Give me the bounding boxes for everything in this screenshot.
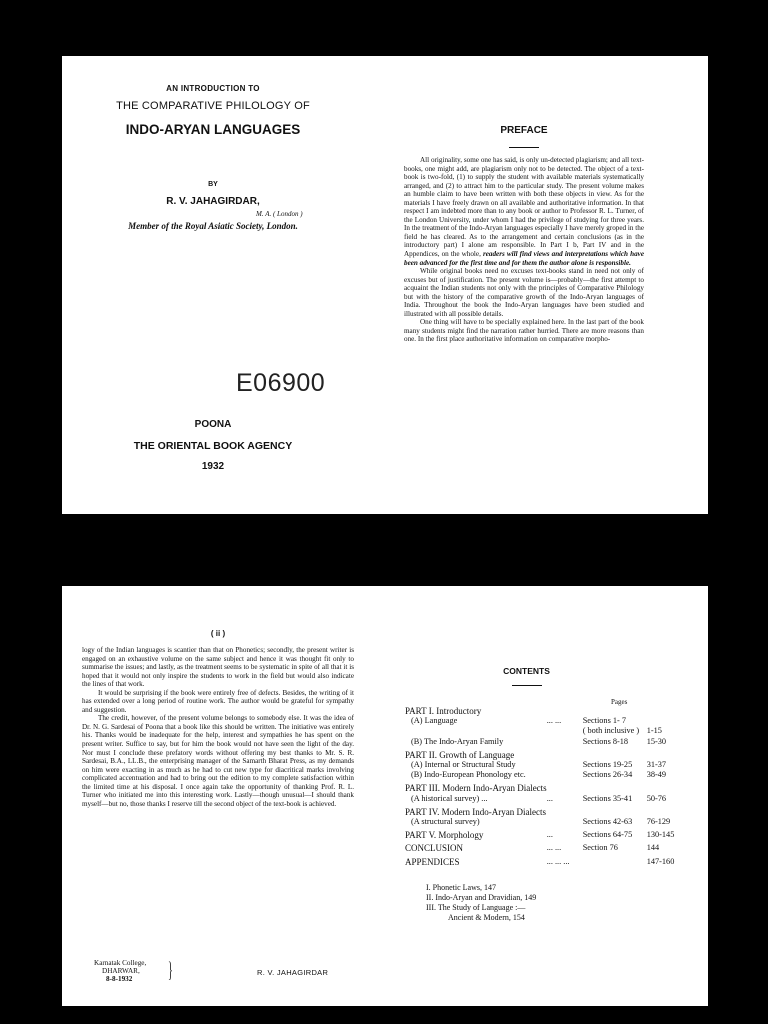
page-ii-paragraph-1: logy of the Indian languages is scantier than that on Phonetics; secondly, the present writer is engaged on an exhaustive volume on the same subject and hence it was thought fit only to summarise the issues; and lastly, as the treatment seems to be systematic in spite of all that it is hoped that it would not only inspire the students to work in the field but would also indicate the lines of that work.	[82, 646, 354, 689]
sign-date: 8-8-1932	[106, 975, 133, 984]
preface-rule	[509, 147, 539, 148]
contents-row	[405, 780, 685, 793]
contents-entry-pages	[643, 747, 685, 760]
contents-entry-leader	[547, 726, 583, 736]
contents-rule	[512, 685, 542, 686]
contents-entry-label: (A) Language	[411, 716, 458, 726]
contents-entry-pages: 31-37	[646, 760, 667, 770]
contents-entry-label: CONCLUSION	[405, 843, 464, 854]
contents-entry-pages	[643, 716, 685, 726]
appendices-list	[426, 883, 536, 923]
contents-entry-leader	[547, 804, 583, 817]
contents-entry-pages: 1-15	[646, 726, 662, 736]
contents-entry-sections: Sections 8-18	[582, 736, 629, 746]
contents-row	[405, 840, 685, 853]
contents-entry-leader: ... ...	[546, 716, 562, 726]
contents-entry-leader: ... ... ...	[546, 856, 570, 866]
book-title: INDO-ARYAN LANGUAGES	[125, 122, 301, 137]
preface-paragraph-3: One thing will have to be specially explained here. In the last part of the book many students might find the narration rather hurried. There are more reasons than one. In the first place authoritative information on comparative morpho-	[404, 318, 644, 344]
preface-heading: PREFACE	[500, 125, 548, 136]
place-line-1: Karnatak College,	[94, 959, 147, 967]
membership-line: Member of the Royal Asiatic Society, London.	[128, 221, 298, 231]
contents-entry-sections	[583, 706, 643, 716]
book-spread-bottom	[62, 586, 708, 1006]
author-name: R. V. JAHAGIRDAR,	[166, 196, 260, 207]
contents-entry-pages: 38-49	[646, 770, 667, 780]
contents-entry-sections	[583, 854, 643, 867]
contents-entry-leader	[547, 747, 583, 760]
contents-entry-pages: 144	[646, 843, 660, 853]
contents-entry-sections: Sections 26-34	[582, 770, 633, 780]
contents-entry-leader: ...	[546, 793, 553, 803]
place-date-block	[94, 959, 146, 984]
contents-entry-pages: 76-129	[646, 817, 671, 827]
publisher-city: POONA	[194, 419, 232, 430]
contents-entry-leader	[547, 770, 583, 780]
contents-row	[405, 854, 685, 867]
contents-row	[405, 737, 685, 747]
page-number: ( ii )	[210, 629, 226, 638]
contents-table	[405, 706, 685, 867]
contents-row	[405, 794, 685, 804]
contents-row	[405, 706, 685, 716]
contents-entry-sections: Sections 64-75	[582, 830, 633, 840]
contents-entry-label	[405, 726, 547, 736]
contents-entry-sections: Sections 1- 7	[582, 716, 627, 726]
contents-entry-sections: Sections 35-41	[582, 793, 633, 803]
contents-entry-label: PART III. Modern Indo-Aryan Dialects	[405, 783, 547, 794]
book-spread-top	[62, 56, 708, 514]
contents-entry-label: PART V. Morphology	[405, 830, 484, 841]
contents-row	[405, 747, 685, 760]
publisher-name: THE ORIENTAL BOOK AGENCY	[133, 440, 293, 452]
contents-row	[405, 716, 685, 726]
contents-entry-sections	[583, 747, 643, 760]
contents-row	[405, 760, 685, 770]
contents-entry-sections	[583, 804, 643, 817]
preface-emphasis: readers will find views and interpretations which have been advanced for the first time and for them the author alone is responsible.	[404, 250, 644, 267]
signature: R. V. JAHAGIRDAR	[257, 968, 329, 977]
contents-row	[405, 770, 685, 780]
contents-entry-sections: Sections 19-25	[582, 760, 633, 770]
contents-entry-pages	[643, 804, 685, 817]
preface-body	[404, 156, 644, 344]
contents-entry-pages: 15-30	[646, 736, 667, 746]
handwritten-stamp: E06900	[236, 369, 326, 397]
place-line-2: DHARWAR,	[102, 967, 140, 976]
appendix-item: Ancient & Modern, 154	[448, 913, 525, 922]
brace-glyph: }	[168, 957, 173, 982]
publication-year: 1932	[201, 461, 225, 472]
subtitle: THE COMPARATIVE PHILOLOGY OF	[116, 100, 310, 112]
intro-line: AN INTRODUCTION TO	[166, 84, 260, 93]
contents-entry-pages: 147-160	[646, 856, 675, 866]
preface-paragraph-1	[404, 156, 644, 267]
contents-entry-sections	[583, 780, 643, 793]
contents-entry-leader	[547, 780, 583, 793]
contents-entry-sections: ( both inclusive )	[582, 726, 640, 736]
contents-entry-sections: Section 76	[582, 843, 618, 853]
contents-entry-label: PART IV. Modern Indo-Aryan Dialects	[405, 806, 547, 817]
page-ii-paragraph-2: It would be surprising if the book were entirely free of defects. Besides, the writing of it has extended over a long period of routine work. The author would be grateful for sympathy and suggestion.	[82, 688, 354, 714]
contents-entry-label: (A historical survey) ...	[411, 793, 488, 803]
page-ii-paragraph-3: The credit, however, of the present volume belongs to somebody else. It was the idea of Dr. N. G. Sardesai of Poona that a book like this should be written. The initiative was entirely his. Thanks would be inadequate for the help, interest and sympathies he has spent on the present writer. Suffice to say, but for him the book would not have seen the light of the day. Nor must I conclude these prefatory words without offering my best thanks to Mr. S. R. Sardesai, B.A., LL.B., the enterprising manager of the Samarth Bharat Press, as my demands on him were exacting in as much as he had to cut new type for diacritical marks involving complicated accentuation and had to bring out the edition to my complete satisfaction within the limited time at his disposal. I once again take the opportunity of thanking Prof. R. L. Turner who initiated me into this interesting work. Lastly—though unusual—I should thank myself—but no, those thanks I reserve till the second object of the text-book is achieved.	[82, 714, 354, 808]
contents-row	[405, 726, 685, 736]
preface-text: All originality, some one has said, is only un-detected plagiarism; and all text-books, one might add, are plagiarism only not to be detected. The object of a text-book is two-fold, (1) to supply the student with available materials systematically arranged, and (2) to attract him to the particular study. The present volume makes an humble claim to have been written with both these objects in view. As for the materials I have freely drawn on all available and authoritative information. In that respect I am indebted more than to any book or author to Professor R. L. Turner, of the London University, under whom I had the privilege of studying for three years. In the treatment of the Indo-Aryan languages especially I have merely groped in the field he has cleared. As to the arrangement and certain conclusions (as in the introductory part) I alone am responsible. In Part I b, Part IV and in the Appendices, on the whole,	[404, 156, 644, 259]
contents-entry-leader	[547, 737, 583, 747]
contents-entry-label: (B) Indo-European Phonology etc.	[411, 770, 526, 780]
contents-entry-sections: Sections 42-63	[582, 817, 633, 827]
contents-entry-pages: 50-76	[646, 793, 667, 803]
contents-entry-leader: ... ...	[546, 843, 562, 853]
appendix-item: I. Phonetic Laws, 147	[426, 883, 496, 892]
contents-entry-leader	[547, 706, 583, 716]
appendix-item: II. Indo-Aryan and Dravidian, 149	[426, 893, 537, 902]
contents-entry-label: PART I. Introductory	[405, 706, 482, 716]
contents-entry-pages	[643, 780, 685, 793]
contents-entry-label: (B) The Indo-Aryan Family	[411, 736, 504, 746]
contents-entry-label: APPENDICES	[405, 856, 460, 867]
pages-column-header: Pages	[611, 698, 628, 706]
contents-entry-pages: 130-145	[646, 830, 675, 840]
contents-entry-leader: ...	[546, 830, 553, 840]
contents-entry-pages	[643, 706, 685, 716]
contents-heading: CONTENTS	[503, 666, 550, 676]
contents-row	[405, 804, 685, 817]
appendix-item: III. The Study of Language :—	[426, 903, 526, 912]
by-line: BY	[208, 181, 218, 188]
preface-paragraph-2: While original books need no excuses text-books stand in need not only of excuses but of justification. The present volume is—probably—the first attempt to acquaint the Indian students not only with the principles of Comparative Philology but with the history of the comparative growth of the Indo-Aryan languages of India. Throughout the book the Indo-Aryan languages have been studied and illustrated with all possible details.	[404, 267, 644, 318]
contents-entry-leader	[547, 760, 583, 770]
author-degree: M. A. ( London )	[256, 210, 303, 218]
contents-entry-label: PART II. Growth of Language	[405, 749, 515, 760]
contents-entry-label: (A structural survey)	[411, 817, 480, 827]
contents-entry-label: (A) Internal or Structural Study	[411, 760, 516, 770]
contents-entry-leader	[547, 817, 583, 827]
contents-row	[405, 827, 685, 840]
contents-row	[405, 817, 685, 827]
preface-continued-body	[82, 646, 354, 808]
